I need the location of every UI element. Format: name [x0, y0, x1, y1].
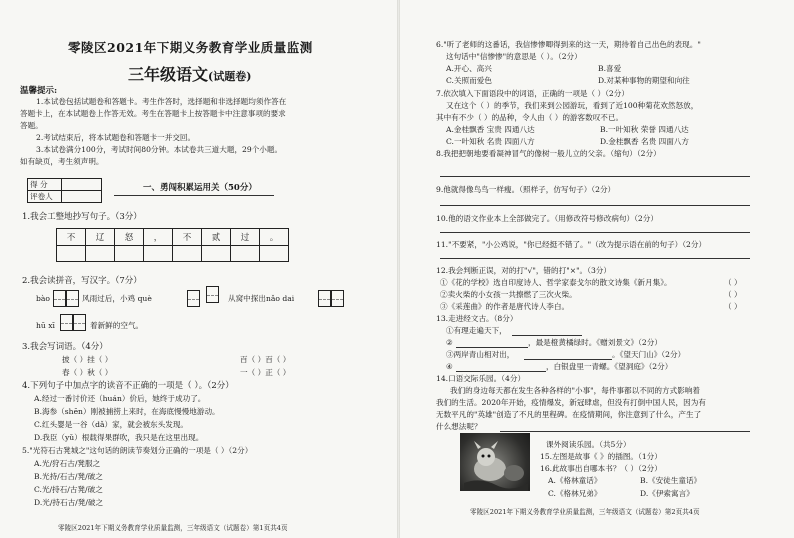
- question-4: 4.下列句子中加点字的读音不正确的一项是（ ）。（2分）: [22, 381, 234, 391]
- answer-line[interactable]: [524, 359, 612, 360]
- score-cell[interactable]: [62, 179, 102, 191]
- q5-option-d[interactable]: D.光/持石古/凳/破之: [34, 498, 104, 507]
- question-15: 15.左图是故事《 》的插图。（1分）: [540, 452, 662, 461]
- notice-line: 如有缺页，考生须声明。: [20, 157, 104, 166]
- copy-grid: [56, 228, 289, 262]
- q5-option-c[interactable]: C.光/持石/古凳/破之: [34, 485, 103, 494]
- pinyin-huxi: hū xī: [36, 321, 55, 330]
- q2-tail: 着新鲜的空气。: [90, 321, 144, 330]
- copy-write-cell[interactable]: [144, 246, 173, 262]
- answer-line[interactable]: [440, 205, 750, 206]
- char-box[interactable]: [60, 314, 73, 331]
- question-8: 8.我把把朝地要看凝神冒气的像树一般儿立的父亲。（缩句）（2分）: [436, 149, 661, 158]
- question-6: 6."听了老师的这番话，我信惨惨唧得到来的这一天，期待着自己出色的表现。": [436, 40, 701, 49]
- q6-option-b[interactable]: B.喜爱: [598, 64, 622, 73]
- q6-option-a[interactable]: A.开心、高兴: [446, 64, 492, 73]
- notice-heading: 温馨提示:: [20, 86, 58, 96]
- copy-char-cell: 辽: [86, 229, 115, 246]
- q16-option-a[interactable]: A.《格林童话》: [548, 476, 602, 485]
- grader-cell[interactable]: [62, 191, 102, 203]
- page-footer: 零陵区2021年下期义务教育学业质量监测，三年级语文（试题卷）第2页共4页: [470, 508, 700, 516]
- q5-option-a[interactable]: A.光/狩石古/凳服之: [34, 459, 101, 468]
- char-box[interactable]: [187, 290, 200, 307]
- question-14: 14.口语交际乐园。（4分）: [436, 374, 526, 383]
- reading-title: 课外阅读乐园。（共5分）: [546, 440, 631, 449]
- q16-option-b[interactable]: B.《安徒生童话》: [640, 476, 702, 485]
- copy-char-cell: 。: [260, 229, 289, 246]
- notice-line: 2.考试结束后，将本试题卷和答题卡一并交回。: [36, 133, 196, 142]
- q13-item-1: ①有理走遍天下，: [446, 326, 507, 335]
- question-13: 13.走进经文古。（8分）: [436, 314, 518, 323]
- q16-option-d[interactable]: D.《伊索寓言》: [640, 489, 694, 498]
- q12-answer-paren[interactable]: （ ）: [724, 278, 742, 287]
- q4-option-a[interactable]: A.经过一番讨价还（huán）价后，她终于成功了。: [34, 394, 206, 403]
- copy-char-cell: 不: [57, 229, 86, 246]
- q12-answer-paren[interactable]: （ ）: [724, 290, 742, 299]
- notice-line: 1.本试卷包括试题卷和答题卡。考生作答时，选择题和非选择题均须作答在: [36, 97, 287, 106]
- q13-item-2b: ，最是橙黄橘绿时。《赠刘景文》（2分）: [528, 338, 662, 347]
- char-box[interactable]: [53, 290, 66, 307]
- question-7-line2: 又在这个（ ）的季节，我们来到公园游玩，看到了近100种菊花欢然怒放，: [446, 101, 699, 110]
- copy-char-cell: 过: [231, 229, 260, 246]
- question-3: 3.我会写词语。（4分）: [22, 342, 108, 352]
- section-1-heading: 一、勇闯积累运用关（50分）: [143, 183, 257, 193]
- notice-line: 答题。: [20, 121, 43, 130]
- notice-line: 答题卡上，在本试题卷上作答无效。考生在答题卡上按答题卡中注意事项的要求: [20, 109, 286, 118]
- q3-item: 一（ ）正（ ）: [240, 368, 291, 377]
- q7-option-a[interactable]: A.金桂飘香 宝贵 四通八达: [446, 125, 535, 134]
- question-16: 16.此故事出自哪本书？（ ）（2分）: [540, 464, 662, 473]
- question-9: 9.他就得像鸟鸟一样瘦。（照样子，仿写句子）（2分）: [436, 185, 616, 194]
- q14-paragraph: 无数平凡的"英雄"创造了不凡的里程碑。在疫情期间，你注意到了什么，产生了: [436, 410, 702, 419]
- copy-write-cell[interactable]: [86, 246, 115, 262]
- question-6-line2: 这句话中"信惨惨"的意思是（ ）。（2分）: [446, 52, 582, 61]
- notice-line: 3.本试卷满分100分，考试时间80分钟。本试卷共三道大题，29个小题。: [36, 145, 283, 154]
- question-12: 12.我会判断正误，对的打"√"，错的打"×"。（3分）: [436, 266, 611, 275]
- copy-write-cell[interactable]: [173, 246, 202, 262]
- q4-option-c[interactable]: C.红头婴是一谷（dǎ）家，就会被东头发现。: [34, 420, 189, 429]
- question-5: 5."光符石古凳城之"这句话的朗读节奏划分正确的一项是（ ）（2分）: [22, 446, 253, 455]
- q14-paragraph: 我们的身边每天都在发生各种各样的"小事"，每件事都以不同的方式影响着: [450, 386, 700, 395]
- section-underline: [114, 195, 274, 196]
- subject-title: [128, 62, 251, 85]
- question-7: 7.依次填入下面语段中的词语，正确的一项是（ ）（2分）: [436, 89, 629, 98]
- copy-char-cell: 贰: [202, 229, 231, 246]
- grader-label: 评卷人: [28, 191, 62, 203]
- q3-item: 春（ ）秋（ ）: [62, 368, 113, 377]
- q14-paragraph: 什么想法呢？: [436, 422, 482, 431]
- q13-item-4: ④: [446, 362, 453, 371]
- question-11: 11."不要紧，"小公鸡说，"你已经挺不错了。"（改为提示语在前的句子）（2分）: [436, 240, 707, 249]
- q12-item-1: ①《花的学校》选自印度诗人、哲学家泰戈尔的散文诗集《新月集》。: [440, 278, 672, 287]
- copy-char-cell: 怒: [115, 229, 144, 246]
- answer-line[interactable]: [440, 232, 750, 233]
- q16-option-c[interactable]: C.《格林兄弟》: [548, 489, 602, 498]
- q13-item-2: ②: [446, 338, 453, 347]
- score-table: [27, 178, 102, 203]
- copy-write-cell[interactable]: [57, 246, 86, 262]
- char-box[interactable]: [66, 290, 79, 307]
- q13-item-3b: 。《望天门山》（2分）: [612, 350, 686, 359]
- q12-answer-paren[interactable]: （ ）: [724, 302, 742, 311]
- copy-char-cell: ，: [144, 229, 173, 246]
- copy-write-cell[interactable]: [231, 246, 260, 262]
- q14-paragraph: 我们的生活。2020年开始，疫情爆发，新冠肆虐，但没有打倒中国人民，因为有: [436, 398, 706, 407]
- q3-item: 百（ ）百（ ）: [240, 355, 291, 364]
- illustration-art: [460, 433, 530, 491]
- q7-option-c[interactable]: C.一叶知秋 名贵 四面八方: [446, 137, 535, 146]
- question-7-line3: 其中有不少（ ）的品种，令人由（ ）的游客数叹不已。: [436, 113, 624, 122]
- char-box[interactable]: [318, 290, 331, 307]
- page-footer: 零陵区2021年下期义务教育学业质量监测，三年级语文（试题卷）第1页共4页: [58, 524, 288, 532]
- exam-title: 零陵区2021年下期义务教育学业质量监测: [68, 40, 313, 55]
- copy-write-cell[interactable]: [202, 246, 231, 262]
- q12-item-2: ②卖火柴的小女孩一共擦燃了三次火柴。: [440, 290, 577, 299]
- answer-line[interactable]: [512, 335, 582, 336]
- q4-option-d[interactable]: D.我臣（yǔ）根载得果群吹，我只是在这里出现。: [34, 433, 204, 442]
- answer-line[interactable]: [456, 371, 546, 372]
- q12-item-3: ③《采莲曲》的作者是唐代诗人李白。: [440, 302, 570, 311]
- copy-char-cell: 不: [173, 229, 202, 246]
- char-box[interactable]: [73, 314, 86, 331]
- pinyin-naodai: 从窝中探出nǎo dai: [228, 294, 295, 303]
- q7-option-d[interactable]: D.金桂飘香 名贵 四面八方: [600, 137, 689, 146]
- answer-line[interactable]: [456, 347, 528, 348]
- q6-option-c[interactable]: C.关照而爱色: [446, 76, 492, 85]
- copy-write-cell[interactable]: [115, 246, 144, 262]
- answer-line[interactable]: [440, 176, 750, 177]
- q13-item-4b: ，白银盘里一青螺。《望洞庭》（2分）: [546, 362, 673, 371]
- question-2: 2.我会读拼音，写汉字。（7分）: [22, 276, 142, 286]
- q5-option-b[interactable]: B.光持/石古/凳/破之: [34, 472, 103, 481]
- story-illustration: [460, 433, 530, 491]
- char-box[interactable]: [206, 286, 219, 303]
- copy-write-cell[interactable]: [260, 246, 289, 262]
- q7-option-b[interactable]: B.一叶知秋 荣誉 四通八达: [600, 125, 689, 134]
- pinyin-que: 风雨过后，小鸡 què: [82, 294, 152, 303]
- q4-option-b[interactable]: B.海参（shēn）刚被捕捞上来时，在海底慢慢地游动。: [34, 407, 220, 416]
- q6-option-d[interactable]: D.对某种事物的期望和向往: [598, 76, 690, 85]
- question-10: 10.他的语文作业本上全部做完了。（用修改符号修改病句）（2分）: [436, 214, 658, 223]
- subject-title-text: 三年级语文: [128, 65, 209, 84]
- q3-item: 披（ ）挂（ ）: [62, 355, 113, 364]
- question-1: 1.我会工整地抄写句子。（3分）: [22, 212, 142, 222]
- subject-suffix: (试题卷): [208, 70, 252, 83]
- score-label: 得 分: [28, 179, 62, 191]
- pinyin-bao: bào: [36, 294, 50, 303]
- q13-item-3: ③两岸青山相对出，: [446, 350, 515, 359]
- char-box[interactable]: [331, 290, 344, 307]
- answer-line[interactable]: [500, 431, 750, 432]
- answer-line[interactable]: [440, 258, 750, 259]
